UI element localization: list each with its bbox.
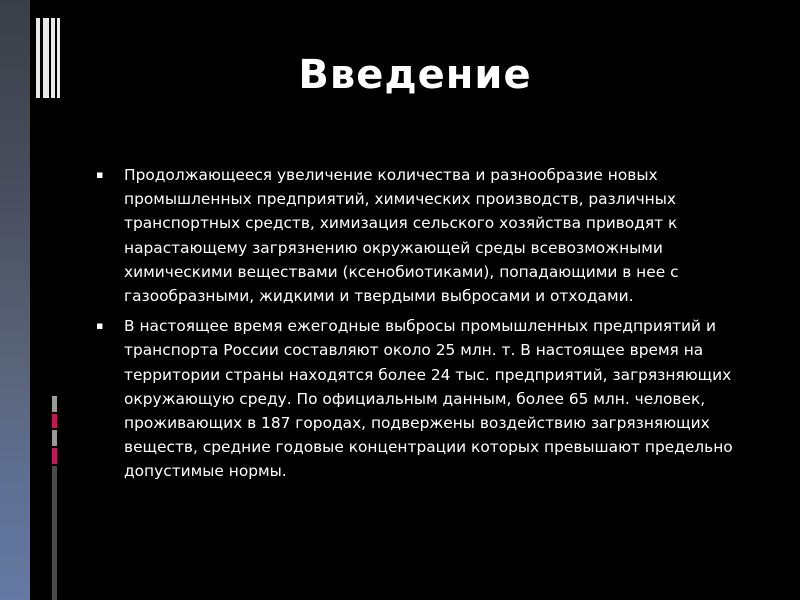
bullet-marker-icon: ▪ (96, 319, 104, 333)
left-gradient-strip (0, 0, 30, 600)
slide-title: Введение (298, 52, 532, 98)
bullet-text: Продолжающееся увеличение количества и разнообразие новых промышленных предприятий, химических производств, различных транспортных средств, химизация сельского хозяйства приводят к нарастающему загрязнению окружающей среды всевозможными химическими веществами (ксенобиотиками), попадающими в нее с газообразными, жидкими и твердыми выбросами и отходами. (124, 166, 679, 306)
bullet-list (96, 163, 756, 490)
decorative-stripes-bottom (52, 396, 60, 600)
bullet-text: В настоящее время ежегодные выбросы промышленных предприятий и транспорта России составляют около 25 млн. т. В настоящее время на территории страны находятся более 24 тыс. предприятий, загрязняющих окружающую среду. По официальным данным, более 65 млн. человек, проживающих в 187 городах, подвержены воздействию загрязняющих веществ, средние годовые концентрации которых превышают предельно допустимые нормы. (124, 317, 733, 481)
bullet-item (96, 314, 756, 483)
bullet-marker-icon: ▪ (96, 168, 104, 181)
bullet-item (96, 163, 756, 308)
